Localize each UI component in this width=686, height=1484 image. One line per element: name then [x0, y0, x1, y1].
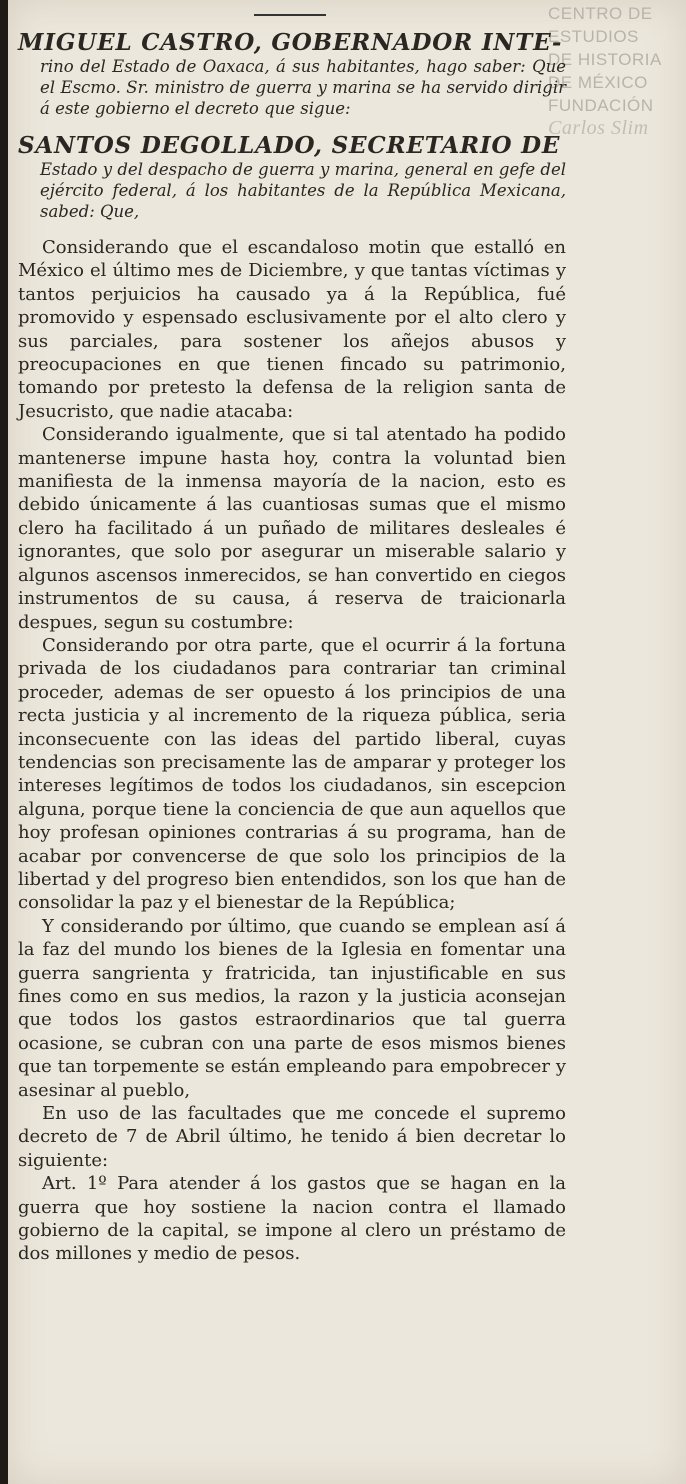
decree-text — [18, 30, 566, 1266]
watermark-line: ESTUDIOS — [548, 27, 639, 46]
article-1: Art. 1º Para atender á los gastos que se hagan en la guerra que hoy sostiene la nacion contra el llamado gobierno de la capital, se impone al clero un préstamo de dos millones y medio de pesos. — [18, 1173, 566, 1265]
watermark-line: DE HISTORIA — [548, 50, 662, 69]
watermark-line: CENTRO DE — [548, 4, 653, 23]
governor-intro: rino del Estado de Oaxaca, á sus habitantes, hago saber: Que el Escmo. Sr. ministro de guerra y marina se ha servido dirigir á este gobierno el decreto que sigue: — [40, 57, 566, 118]
watermark-line: FUNDACIÓN — [548, 96, 654, 115]
paragraph: Considerando igualmente, que si tal atentado ha podido mantenerse impune hasta hoy, contra la voluntad bien manifiesta de la inmensa mayoría de la nacion, esto es debido únicamente á las cuantiosas sumas que el mismo clero ha facilitado á un puñado de militares desleales é ignorantes, que solo por asegurar un miserable salario y algunos ascensos inmerecidos, se han convertido en ciegos instrumentos de su causa, á reserva de traicionarla despues, segun su costumbre: — [18, 424, 566, 633]
paragraph: Considerando que el escandaloso motin que estalló en México el último mes de Diciembre, y que tantas víctimas y tantos perjuicios ha causado ya á la República, fué promovido y espensado esclusivamente por el alto clero y sus parciales, para sostener los añejos abusos y preocupaciones en que tienen fincado su patrimonio, tomando por pretesto la defensa de la religion santa de Jesucristo, que nadie atacaba: — [18, 237, 566, 422]
paragraph: Considerando por otra parte, que el ocurrir á la fortuna privada de los ciudadanos para contrariar tan criminal proceder, ademas de ser opuesto á los principios de una recta justicia y al incremento de la riqueza pública, seria inconsecuente con las ideas del partido liberal, cuyas tendencias son precisamente las de amparar y proteger los intereses legítimos de todos los ciudadanos, sin escepcion alguna, porque tiene la conciencia de que aun aquellos que hoy profesan opiniones contrarias á su programa, han de acabar por convencerse de que solo los principios de la libertad y del progreso bien entendidos, son los que han de consolidar la paz y el bienestar de la República; — [18, 634, 566, 914]
header-governor — [18, 30, 566, 119]
top-rule — [254, 14, 326, 16]
secretary-heading: SANTOS DEGOLLADO, SECRETARIO DE — [18, 132, 561, 159]
paragraph: Y considerando por último, que cuando se emplean así á la faz del mundo los bienes de la Iglesia en fomentar una guerra sangrienta y fratricida, tan injustificable en sus fines como en sus medios, la razon y la justicia aconsejan que todos los gastos estraordinarios que tal guerra ocasione, se cubran con una parte de esos mismos bienes que tan torpemente se están empleando para empobrecer y asesinar al pueblo, — [18, 915, 566, 1101]
header-secretary — [18, 133, 566, 222]
scan-edge — [0, 0, 8, 1484]
governor-heading: MIGUEL CASTRO, GOBERNADOR INTE- — [18, 29, 563, 56]
paragraph: En uso de las facultades que me concede el supremo decreto de 7 de Abril último, he tenido á bien decretar lo siguiente: — [18, 1103, 566, 1171]
watermark-signature: Carlos Slim — [548, 117, 649, 139]
archive-watermark — [548, 2, 680, 140]
watermark-line: DE MÉXICO — [548, 73, 648, 92]
secretary-intro: Estado y del despacho de guerra y marina, general en gefe del ejército federal, á los habitantes de la República Mexicana, sabed: Que, — [40, 160, 566, 221]
